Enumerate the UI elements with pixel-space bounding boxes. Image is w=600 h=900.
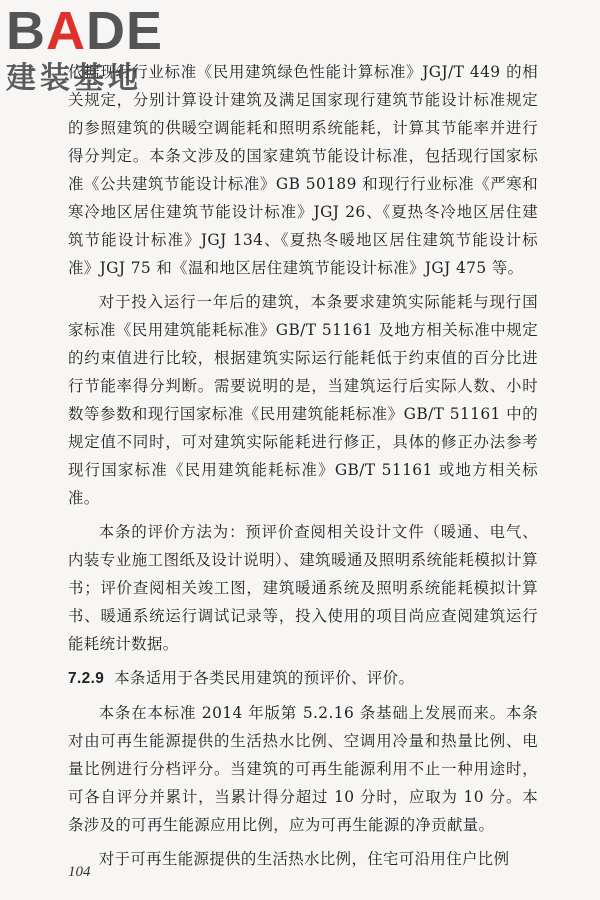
clause-number: 7.2.9 xyxy=(68,670,105,687)
paragraph-3: 本条的评价方法为：预评价查阅相关设计文件（暖通、电气、内装专业施工图纸及设计说明）、建筑暖通及照明系统能耗模拟计算书；评价查阅相关竣工图，建筑暖通系统及照明系统能耗模拟计算书、暖通系统运行调试记录等，投入使用的项目尚应查阅建筑运行能耗统计数据。 xyxy=(68,523,538,653)
paragraph-4: 本条在本标准 2014 年版第 5.2.16 条基础上发展而来。本条对由可再生能源提供的生活热水比例、空调用冷量和热量比例、电量比例进行分档评分。当建筑的可再生能源利用不止一种用途时，可各自评分并累计，当累计得分超过 10 分时，应取为 10 分。本条涉及的可再生能源应用比例，应为可再生能源的净贡献量。 xyxy=(68,704,538,834)
watermark-brand-a: A xyxy=(46,1,86,61)
bade-watermark-logo xyxy=(6,2,163,96)
document-body xyxy=(68,58,538,879)
watermark-brand xyxy=(6,2,163,60)
paragraph-1: 依据现行行业标准《民用建筑绿色性能计算标准》JGJ/T 449 的相关规定，分别计算设计建筑及满足国家现行建筑节能设计标准规定的参照建筑的供暖空调能耗和照明系统能耗，计算其节能率并进行得分判定。本条文涉及的国家建筑节能设计标准，包括现行国家标准《公共建筑节能设计标准》GB 50189 和现行行业标准《严寒和寒冷地区居住建筑节能设计标准》JGJ 26、《夏热冬冷地区居住建筑节能设计标准》JGJ 134、《夏热冬暖地区居住建筑节能设计标准》JGJ 75 和《温和地区居住建筑节能设计标准》JGJ 475 等。 xyxy=(68,63,538,277)
clause-text: 本条适用于各类民用建筑的预评价、评价。 xyxy=(114,669,415,687)
clause-heading xyxy=(68,664,538,693)
paragraph-2: 对于投入运行一年后的建筑，本条要求建筑实际能耗与现行国家标准《民用建筑能耗标准》GB/T 51161 及地方相关标准中规定的约束值进行比较，根据建筑实际运行能耗低于约束值的百分比进行节能率得分判断。需要说明的是，当建筑运行后实际人数、小时数等参数和现行国家标准《民用建筑能耗标准》GB/T 51161 中的规定值不同时，可对建筑实际能耗进行修正，具体的修正办法参考现行国家标准《民用建筑能耗标准》GB/T 51161 或地方相关标准。 xyxy=(68,293,538,507)
paragraph-5: 对于可再生能源提供的生活热水比例，住宅可沿用住户比例 xyxy=(98,850,510,868)
watermark-brand-b: B xyxy=(6,1,46,61)
page-number: 104 xyxy=(68,864,91,880)
watermark-subtitle: 建装基地 xyxy=(6,61,142,96)
watermark-brand-de: DE xyxy=(86,1,164,61)
